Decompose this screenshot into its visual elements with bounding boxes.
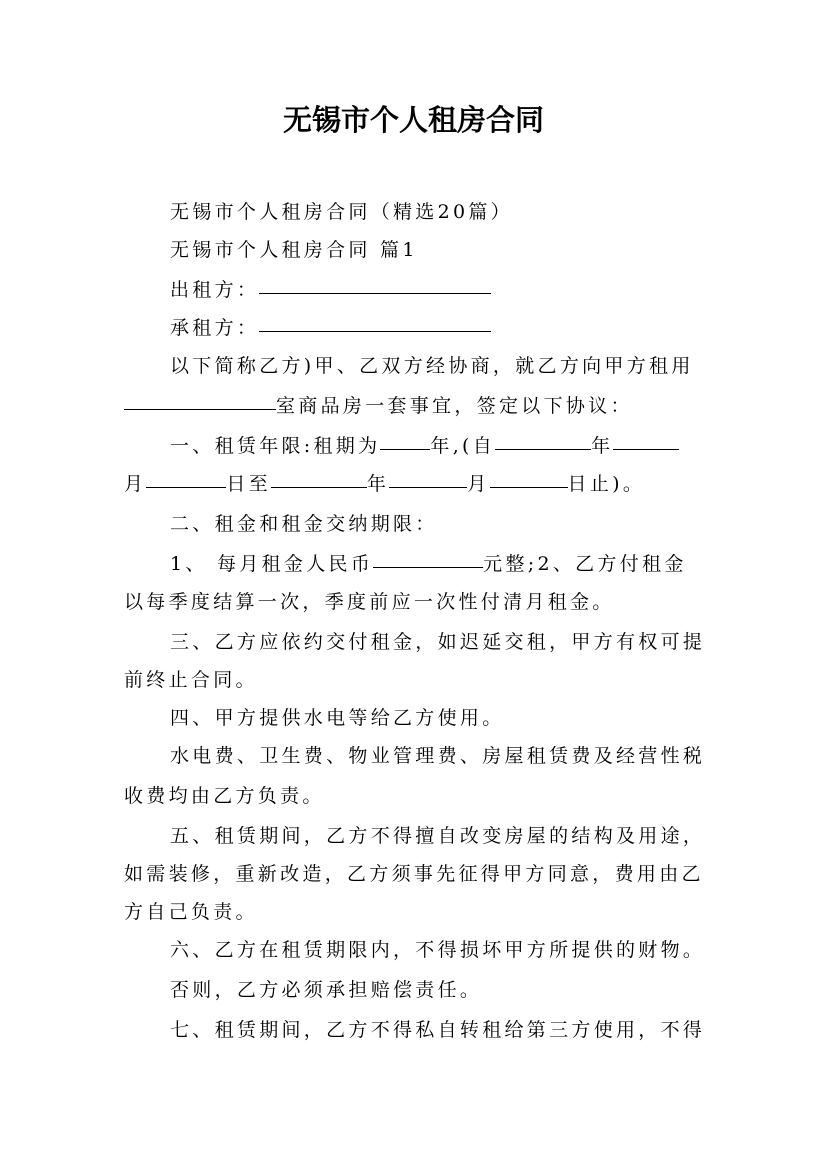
paragraph-line: 七、租赁期间，乙方不得私自转租给第三方使用，不得 bbox=[170, 1019, 706, 1041]
paragraph-line: 收费均由乙方负责。 bbox=[124, 785, 325, 807]
term-line-continued: 月 日至 年 月 日止)。 bbox=[124, 470, 645, 498]
lessor-blank bbox=[259, 275, 491, 294]
paragraph-line: 以下简称乙方)甲、乙双方经协商，就乙方向甲方租用 bbox=[170, 355, 694, 377]
paragraph-line: 方自己负责。 bbox=[124, 901, 258, 923]
paragraph-line: 水电费、卫生费、物业管理费、房屋租赁费及经营性税 bbox=[170, 745, 706, 767]
term-line: 一、租赁年限:租期为 年,(自 年 bbox=[170, 432, 679, 460]
blank bbox=[146, 469, 226, 488]
section-heading-line: 无锡市个人租房合同 篇1 bbox=[170, 239, 418, 261]
blank bbox=[271, 469, 367, 488]
blank bbox=[613, 431, 679, 450]
blank bbox=[490, 469, 568, 488]
paragraph-line: 三、乙方应依约交付租金，如迟延交租，甲方有权可提 bbox=[170, 631, 706, 653]
paragraph-line: 前终止合同。 bbox=[124, 669, 258, 691]
paragraph-line: 六、乙方在租赁期限内，不得损坏甲方所提供的财物。 bbox=[170, 939, 706, 961]
blank bbox=[389, 469, 467, 488]
subtitle-line: 无锡市个人租房合同（精选20篇） bbox=[170, 201, 513, 223]
paragraph-line: 如需装修，重新改造，乙方须事先征得甲方同意，费用由乙 bbox=[124, 863, 704, 885]
room-blank bbox=[124, 391, 276, 410]
lessor-line: 出租方： bbox=[170, 276, 491, 304]
paragraph-line: 室商品房一套事宜，签定以下协议： bbox=[124, 392, 633, 420]
document-title: 无锡市个人租房合同 bbox=[282, 103, 544, 137]
rent-line: 1、 每月租金人民币 元整;2、乙方付租金 bbox=[170, 550, 687, 578]
lessee-blank bbox=[259, 313, 491, 332]
paragraph-line: 四、甲方提供水电等给乙方使用。 bbox=[170, 707, 505, 729]
blank bbox=[495, 431, 591, 450]
paragraph-line: 五、租赁期间，乙方不得擅自改变房屋的结构及用途， bbox=[170, 825, 706, 847]
blank bbox=[380, 431, 430, 450]
lessee-line: 承租方： bbox=[170, 314, 491, 342]
paragraph-line: 二、租金和租金交纳期限： bbox=[170, 513, 438, 535]
blank bbox=[373, 549, 483, 568]
paragraph-line: 以每季度结算一次，季度前应一次性付清月租金。 bbox=[124, 591, 615, 613]
paragraph-line: 否则，乙方必须承担赔偿责任。 bbox=[170, 979, 483, 1001]
